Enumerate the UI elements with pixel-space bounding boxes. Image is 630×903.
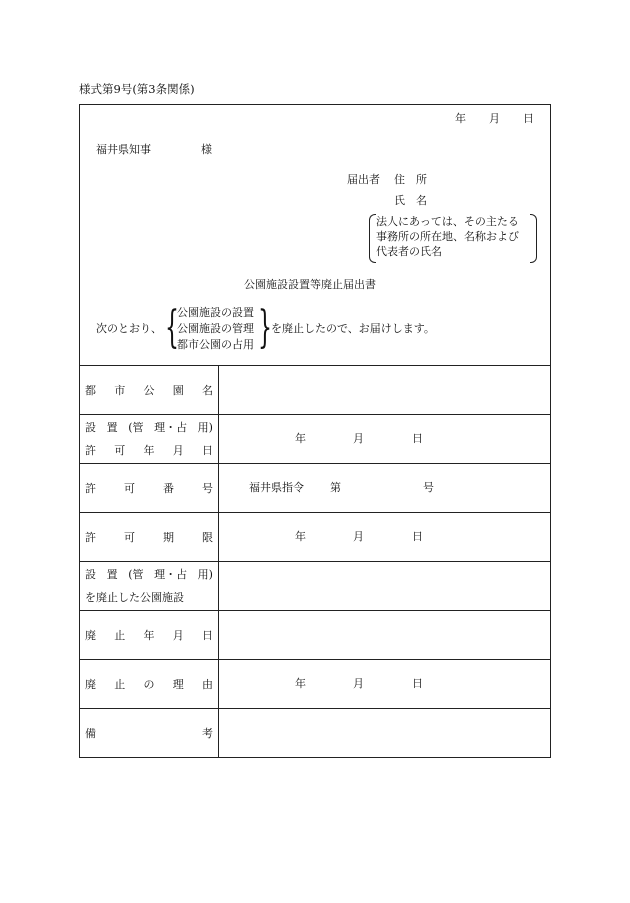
right-brace: } [258, 302, 272, 353]
statement-option-2: 公園施設の管理 [177, 322, 254, 335]
notifier-label: 届出者 [347, 173, 380, 186]
table-row [80, 464, 551, 513]
corp-note-line-2: 事務所の所在地、名称および [376, 230, 519, 243]
name-label: 氏 名 [394, 194, 427, 207]
permit-period-field[interactable]: 年 月 日 [219, 513, 551, 562]
abolished-facility-label: 設 置 (管 理・占 用) を廃止した公園施設 [80, 562, 219, 611]
statement-option-1: 公園施設の設置 [177, 306, 254, 319]
abolition-date-label: 廃 止 年 月 日 [80, 611, 219, 660]
header-year-label: 年 [455, 112, 466, 125]
permit-number-field[interactable]: 福井県指令 第 号 [219, 464, 551, 513]
statement-option-3: 都市公園の占用 [177, 338, 254, 351]
right-paren [530, 214, 537, 263]
permit-date-field[interactable]: 年 月 日 [219, 415, 551, 464]
abolished-facility-field[interactable] [219, 562, 551, 611]
table-row [80, 709, 551, 758]
honorific: 様 [201, 143, 212, 156]
park-name-label: 都 市 公 園 名 [80, 366, 219, 415]
header-day-label: 日 [523, 112, 534, 125]
permit-number-label: 許 可 番 号 [80, 464, 219, 513]
document-title: 公園施設設置等廃止届出書 [244, 278, 376, 291]
permit-date-label: 設 置 (管 理・占 用) 許 可 年 月 日 [80, 415, 219, 464]
form-table [79, 365, 551, 758]
left-brace: { [165, 302, 179, 353]
statement-prefix: 次のとおり、 [96, 322, 162, 335]
table-row [80, 562, 551, 611]
table-row [80, 660, 551, 709]
remarks-field[interactable] [219, 709, 551, 758]
addressee: 福井県知事 [96, 143, 151, 156]
corp-note-line-1: 法人にあっては、その主たる [376, 215, 519, 228]
abolition-reason-label: 廃 止 の 理 由 [80, 660, 219, 709]
statement-suffix: を廃止したので、お届けします。 [271, 322, 435, 335]
left-paren [369, 214, 376, 263]
corp-note-line-3: 代表者の氏名 [376, 245, 442, 258]
table-row [80, 513, 551, 562]
abolition-reason-field[interactable]: 年 月 日 [219, 660, 551, 709]
permit-period-label: 許 可 期 限 [80, 513, 219, 562]
table-row [80, 366, 551, 415]
table-row [80, 415, 551, 464]
abolition-date-field[interactable] [219, 611, 551, 660]
park-name-field[interactable] [219, 366, 551, 415]
table-row [80, 611, 551, 660]
header-month-label: 月 [489, 112, 500, 125]
remarks-label: 備 考 [80, 709, 219, 758]
address-label: 住 所 [394, 173, 427, 186]
form-number-label: 様式第9号(第3条関係) [79, 82, 195, 96]
